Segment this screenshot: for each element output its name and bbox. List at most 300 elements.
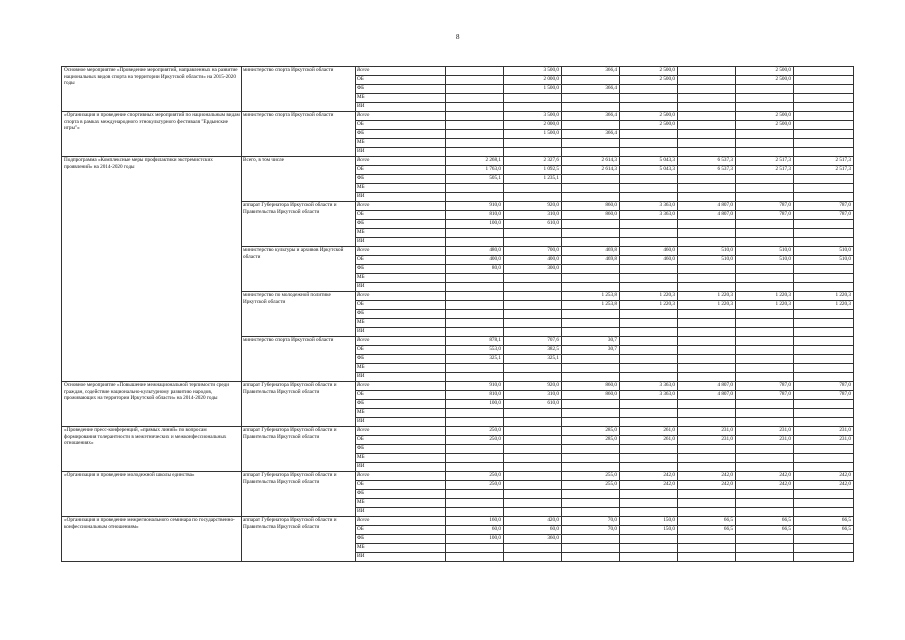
funding-source-cell: ОБ (356, 436, 446, 445)
amount-cell: 66,5 (736, 517, 794, 526)
funding-source-cell: ИИ (356, 373, 446, 382)
amount-cell (620, 184, 678, 193)
amount-cell (794, 175, 854, 184)
funding-source-cell: Всего (356, 382, 446, 391)
funding-source-cell: ОБ (356, 391, 446, 400)
funding-source-cell: МБ (356, 319, 446, 328)
amount-cell: 2 517,3 (794, 166, 854, 175)
amount-cell (562, 418, 620, 427)
amount-cell: 2 500,0 (620, 112, 678, 121)
amount-cell (446, 193, 504, 202)
funding-source-cell: ФБ (356, 175, 446, 184)
amount-cell (504, 418, 562, 427)
amount-cell: 2 500,0 (736, 76, 794, 85)
amount-cell (794, 184, 854, 193)
executor-cell: министерство спорта Иркутской области (242, 112, 356, 157)
amount-cell: 610,0 (504, 220, 562, 229)
amount-cell: 1 500,0 (504, 130, 562, 139)
amount-cell: 469,8 (562, 247, 620, 256)
amount-cell (794, 499, 854, 508)
amount-cell (736, 337, 794, 346)
amount-cell: 2 000,0 (504, 76, 562, 85)
amount-cell (794, 319, 854, 328)
amount-cell: 70,0 (562, 526, 620, 535)
amount-cell (736, 283, 794, 292)
amount-cell (446, 103, 504, 112)
amount-cell: 505,1 (446, 175, 504, 184)
executor-cell: аппарат Губернатора Иркутской области и Правительства Иркутской области (242, 472, 356, 517)
amount-cell (678, 463, 736, 472)
amount-cell (678, 544, 736, 553)
amount-cell (562, 355, 620, 364)
amount-cell: 231,0 (678, 427, 736, 436)
amount-cell (620, 220, 678, 229)
executor-cell: министерство спорта Иркутской области (242, 67, 356, 112)
amount-cell: 231,0 (794, 427, 854, 436)
amount-cell: 510,0 (678, 256, 736, 265)
amount-cell: 1 220,3 (736, 301, 794, 310)
amount-cell (562, 409, 620, 418)
amount-cell (736, 184, 794, 193)
executor-cell: аппарат Губернатора Иркутской области и Правительства Иркутской области (242, 202, 356, 247)
amount-cell (504, 508, 562, 517)
amount-cell (736, 148, 794, 157)
funding-source-cell: Всего (356, 112, 446, 121)
amount-cell (562, 76, 620, 85)
amount-cell (794, 364, 854, 373)
amount-cell (678, 175, 736, 184)
funding-source-cell: ФБ (356, 445, 446, 454)
amount-cell (678, 535, 736, 544)
funding-source-cell: ИИ (356, 193, 446, 202)
funding-source-cell: МБ (356, 184, 446, 193)
executor-cell: аппарат Губернатора Иркутской области и Правительства Иркутской области (242, 517, 356, 562)
amount-cell: 5 043,3 (620, 166, 678, 175)
amount-cell (794, 445, 854, 454)
program-name-cell: «Организация и проведение молодежной школы единства» (62, 472, 242, 517)
amount-cell (620, 445, 678, 454)
amount-cell (736, 418, 794, 427)
amount-cell (794, 148, 854, 157)
amount-cell: 920,0 (504, 202, 562, 211)
funding-source-cell: Всего (356, 472, 446, 481)
amount-cell (678, 103, 736, 112)
funding-source-cell: Всего (356, 67, 446, 76)
amount-cell: 150,0 (620, 526, 678, 535)
amount-cell (446, 139, 504, 148)
amount-cell (504, 364, 562, 373)
amount-cell: 2 614,3 (562, 166, 620, 175)
page-number: 8 (456, 33, 460, 41)
amount-cell (678, 364, 736, 373)
funding-source-cell: ФБ (356, 310, 446, 319)
amount-cell (736, 175, 794, 184)
amount-cell: 242,0 (794, 472, 854, 481)
amount-cell (446, 292, 504, 301)
amount-cell: 553,0 (446, 346, 504, 355)
amount-cell (794, 490, 854, 499)
amount-cell (620, 319, 678, 328)
amount-cell: 2 500,0 (736, 112, 794, 121)
funding-source-cell: МБ (356, 409, 446, 418)
amount-cell (736, 238, 794, 247)
amount-cell: 150,0 (620, 517, 678, 526)
amount-cell: 920,0 (504, 382, 562, 391)
amount-cell: 2 517,3 (794, 157, 854, 166)
funding-source-cell: Всего (356, 292, 446, 301)
amount-cell: 310,0 (504, 211, 562, 220)
amount-cell (678, 112, 736, 121)
amount-cell (620, 544, 678, 553)
amount-cell (504, 499, 562, 508)
amount-cell: 1 220,3 (620, 301, 678, 310)
amount-cell: 242,0 (794, 481, 854, 490)
amount-cell (794, 508, 854, 517)
amount-cell (620, 535, 678, 544)
amount-cell (562, 220, 620, 229)
amount-cell: 510,0 (736, 256, 794, 265)
amount-cell (620, 193, 678, 202)
amount-cell (504, 463, 562, 472)
amount-cell: 160,0 (446, 517, 504, 526)
amount-cell: 231,0 (678, 436, 736, 445)
amount-cell (620, 418, 678, 427)
amount-cell (736, 508, 794, 517)
amount-cell (678, 193, 736, 202)
amount-cell (678, 445, 736, 454)
funding-source-cell: Всего (356, 202, 446, 211)
amount-cell (678, 418, 736, 427)
amount-cell (794, 238, 854, 247)
amount-cell (562, 184, 620, 193)
amount-cell: 285,0 (562, 436, 620, 445)
amount-cell (504, 481, 562, 490)
amount-cell (736, 364, 794, 373)
amount-cell: 1 763,0 (446, 166, 504, 175)
table-row (62, 157, 854, 166)
amount-cell (794, 328, 854, 337)
amount-cell (678, 238, 736, 247)
amount-cell: 910,0 (446, 382, 504, 391)
funding-table (61, 66, 854, 562)
amount-cell (620, 346, 678, 355)
funding-source-cell: ФБ (356, 490, 446, 499)
amount-cell (562, 193, 620, 202)
amount-cell (794, 139, 854, 148)
amount-cell (446, 94, 504, 103)
amount-cell (736, 409, 794, 418)
amount-cell (620, 337, 678, 346)
amount-cell: 4 807,0 (678, 391, 736, 400)
amount-cell (678, 373, 736, 382)
amount-cell (446, 67, 504, 76)
amount-cell: 366,4 (562, 67, 620, 76)
funding-source-cell: Всего (356, 247, 446, 256)
amount-cell: 250,0 (446, 436, 504, 445)
amount-cell: 2 500,0 (620, 76, 678, 85)
program-name-cell: Основное мероприятие «Повышение межнациональной терпимости среди граждан, содействие национально-культурному развитию народов, проживающих на территории Иркутской области» на 2014-2020 годы (62, 382, 242, 427)
amount-cell (620, 409, 678, 418)
funding-source-cell: Всего (356, 337, 446, 346)
funding-source-cell: ФБ (356, 130, 446, 139)
amount-cell: 30,7 (562, 346, 620, 355)
amount-cell: 460,0 (620, 247, 678, 256)
amount-cell: 1 500,0 (504, 85, 562, 94)
amount-cell (620, 274, 678, 283)
funding-source-cell: МБ (356, 139, 446, 148)
amount-cell (678, 490, 736, 499)
amount-cell: 1 235,1 (504, 175, 562, 184)
amount-cell (620, 130, 678, 139)
amount-cell (562, 283, 620, 292)
executor-cell: Всего, в том числе (242, 157, 356, 202)
amount-cell (562, 400, 620, 409)
amount-cell: 1 220,3 (678, 292, 736, 301)
amount-cell (736, 265, 794, 274)
amount-cell: 3 363,0 (620, 202, 678, 211)
amount-cell: 610,0 (504, 400, 562, 409)
amount-cell (446, 301, 504, 310)
amount-cell (794, 76, 854, 85)
amount-cell (504, 103, 562, 112)
amount-cell (620, 175, 678, 184)
amount-cell (562, 265, 620, 274)
program-name-cell: Основное мероприятие «Проведение мероприятий, направленных на развитие национальных видов спорта на территории Иркутской области» на 2015-2020 годы (62, 67, 242, 112)
amount-cell (446, 328, 504, 337)
amount-cell (446, 490, 504, 499)
amount-cell (562, 544, 620, 553)
amount-cell: 2 500,0 (620, 121, 678, 130)
amount-cell (678, 220, 736, 229)
amount-cell (736, 319, 794, 328)
amount-cell: 255,0 (562, 472, 620, 481)
amount-cell (678, 130, 736, 139)
amount-cell: 787,0 (794, 202, 854, 211)
amount-cell: 2 327,6 (504, 157, 562, 166)
amount-cell (736, 553, 794, 562)
amount-cell (446, 283, 504, 292)
amount-cell (446, 148, 504, 157)
amount-cell: 1 220,3 (620, 292, 678, 301)
amount-cell: 860,0 (562, 391, 620, 400)
funding-source-cell: МБ (356, 274, 446, 283)
amount-cell (678, 400, 736, 409)
amount-cell (562, 175, 620, 184)
amount-cell: 1 092,5 (504, 166, 562, 175)
amount-cell (562, 139, 620, 148)
amount-cell (794, 283, 854, 292)
funding-source-cell: ИИ (356, 103, 446, 112)
amount-cell (446, 274, 504, 283)
amount-cell (794, 85, 854, 94)
amount-cell (678, 94, 736, 103)
amount-cell (678, 499, 736, 508)
amount-cell: 2 517,3 (736, 157, 794, 166)
amount-cell (678, 355, 736, 364)
amount-cell: 250,0 (446, 472, 504, 481)
amount-cell (504, 553, 562, 562)
amount-cell: 3 363,0 (620, 391, 678, 400)
amount-cell: 285,0 (562, 427, 620, 436)
amount-cell: 242,0 (736, 481, 794, 490)
amount-cell (620, 454, 678, 463)
table-row (62, 67, 854, 76)
amount-cell (794, 337, 854, 346)
amount-cell: 787,0 (736, 391, 794, 400)
amount-cell (736, 499, 794, 508)
amount-cell (736, 130, 794, 139)
amount-cell: 787,0 (794, 382, 854, 391)
amount-cell: 366,4 (562, 130, 620, 139)
funding-source-cell: ФБ (356, 85, 446, 94)
amount-cell (736, 220, 794, 229)
amount-cell (620, 94, 678, 103)
amount-cell (794, 265, 854, 274)
amount-cell (794, 463, 854, 472)
amount-cell: 2 500,0 (620, 67, 678, 76)
amount-cell: 700,0 (504, 247, 562, 256)
executor-cell: министерство культуры и архивов Иркутской области (242, 247, 356, 292)
amount-cell (504, 274, 562, 283)
amount-cell: 261,0 (620, 427, 678, 436)
amount-cell (446, 553, 504, 562)
amount-cell (504, 184, 562, 193)
amount-cell (678, 85, 736, 94)
amount-cell (562, 508, 620, 517)
amount-cell: 480,0 (446, 247, 504, 256)
amount-cell (504, 94, 562, 103)
amount-cell (736, 328, 794, 337)
amount-cell (504, 292, 562, 301)
amount-cell (446, 130, 504, 139)
amount-cell: 310,0 (504, 391, 562, 400)
funding-source-cell: Всего (356, 427, 446, 436)
amount-cell: 510,0 (794, 256, 854, 265)
funding-source-cell: МБ (356, 229, 446, 238)
amount-cell (504, 373, 562, 382)
amount-cell (794, 454, 854, 463)
amount-cell (504, 193, 562, 202)
funding-source-cell: ФБ (356, 220, 446, 229)
amount-cell (504, 148, 562, 157)
amount-cell (446, 85, 504, 94)
funding-source-cell: ФБ (356, 265, 446, 274)
amount-cell (736, 490, 794, 499)
funding-source-cell: ИИ (356, 283, 446, 292)
amount-cell (620, 85, 678, 94)
amount-cell (446, 463, 504, 472)
funding-source-cell: ИИ (356, 148, 446, 157)
amount-cell (678, 508, 736, 517)
amount-cell: 3 363,0 (620, 382, 678, 391)
amount-cell (620, 103, 678, 112)
amount-cell: 3 500,0 (504, 112, 562, 121)
funding-source-cell: ФБ (356, 535, 446, 544)
amount-cell: 366,4 (562, 112, 620, 121)
amount-cell (678, 310, 736, 319)
program-name-cell: «Организация и проведение межрегионального семинара по государственно-конфессиональным отношениям» (62, 517, 242, 562)
funding-source-cell: ИИ (356, 238, 446, 247)
funding-source-cell: ОБ (356, 76, 446, 85)
amount-cell: 860,0 (562, 382, 620, 391)
funding-source-cell: ФБ (356, 355, 446, 364)
amount-cell (794, 274, 854, 283)
amount-cell: 787,0 (794, 391, 854, 400)
amount-cell: 910,0 (446, 202, 504, 211)
amount-cell (620, 463, 678, 472)
funding-source-cell: ИИ (356, 418, 446, 427)
amount-cell: 2 500,0 (736, 67, 794, 76)
amount-cell (620, 364, 678, 373)
amount-cell: 231,0 (736, 427, 794, 436)
amount-cell: 707,6 (504, 337, 562, 346)
amount-cell: 2 614,3 (562, 157, 620, 166)
amount-cell (446, 76, 504, 85)
amount-cell: 2 517,3 (736, 166, 794, 175)
amount-cell: 66,5 (678, 526, 736, 535)
amount-cell (678, 454, 736, 463)
amount-cell (446, 364, 504, 373)
amount-cell (620, 283, 678, 292)
funding-source-cell: ИИ (356, 553, 446, 562)
amount-cell: 325,1 (446, 355, 504, 364)
amount-cell: 469,8 (562, 256, 620, 265)
amount-cell (562, 121, 620, 130)
program-name-cell: Подпрограмма «Комплексные меры профилактики экстремистских проявлений» на 2014-2020 годы (62, 157, 242, 382)
amount-cell (678, 121, 736, 130)
amount-cell (446, 373, 504, 382)
amount-cell (736, 445, 794, 454)
amount-cell (446, 238, 504, 247)
amount-cell (736, 193, 794, 202)
amount-cell: 242,0 (620, 481, 678, 490)
amount-cell (620, 553, 678, 562)
amount-cell (794, 418, 854, 427)
amount-cell (678, 337, 736, 346)
amount-cell: 787,0 (794, 211, 854, 220)
amount-cell (620, 229, 678, 238)
amount-cell (504, 229, 562, 238)
amount-cell (620, 400, 678, 409)
funding-source-cell: ОБ (356, 166, 446, 175)
amount-cell (736, 346, 794, 355)
amount-cell (562, 274, 620, 283)
table-row (62, 472, 854, 481)
amount-cell: 5 043,3 (620, 157, 678, 166)
amount-cell: 6 537,3 (678, 157, 736, 166)
amount-cell (794, 346, 854, 355)
amount-cell (736, 463, 794, 472)
executor-cell: аппарат Губернатора Иркутской области и Правительства Иркутской области (242, 382, 356, 427)
amount-cell (562, 463, 620, 472)
amount-cell: 66,5 (736, 526, 794, 535)
amount-cell (794, 535, 854, 544)
amount-cell (504, 445, 562, 454)
amount-cell: 787,0 (736, 382, 794, 391)
amount-cell: 4 807,0 (678, 202, 736, 211)
amount-cell (678, 67, 736, 76)
funding-source-cell: ОБ (356, 301, 446, 310)
amount-cell: 3 500,0 (504, 67, 562, 76)
amount-cell (678, 319, 736, 328)
amount-cell (504, 319, 562, 328)
funding-source-cell: ОБ (356, 346, 446, 355)
amount-cell: 60,0 (504, 526, 562, 535)
funding-source-cell: МБ (356, 454, 446, 463)
amount-cell: 878,1 (446, 337, 504, 346)
amount-cell (678, 76, 736, 85)
amount-cell (562, 535, 620, 544)
